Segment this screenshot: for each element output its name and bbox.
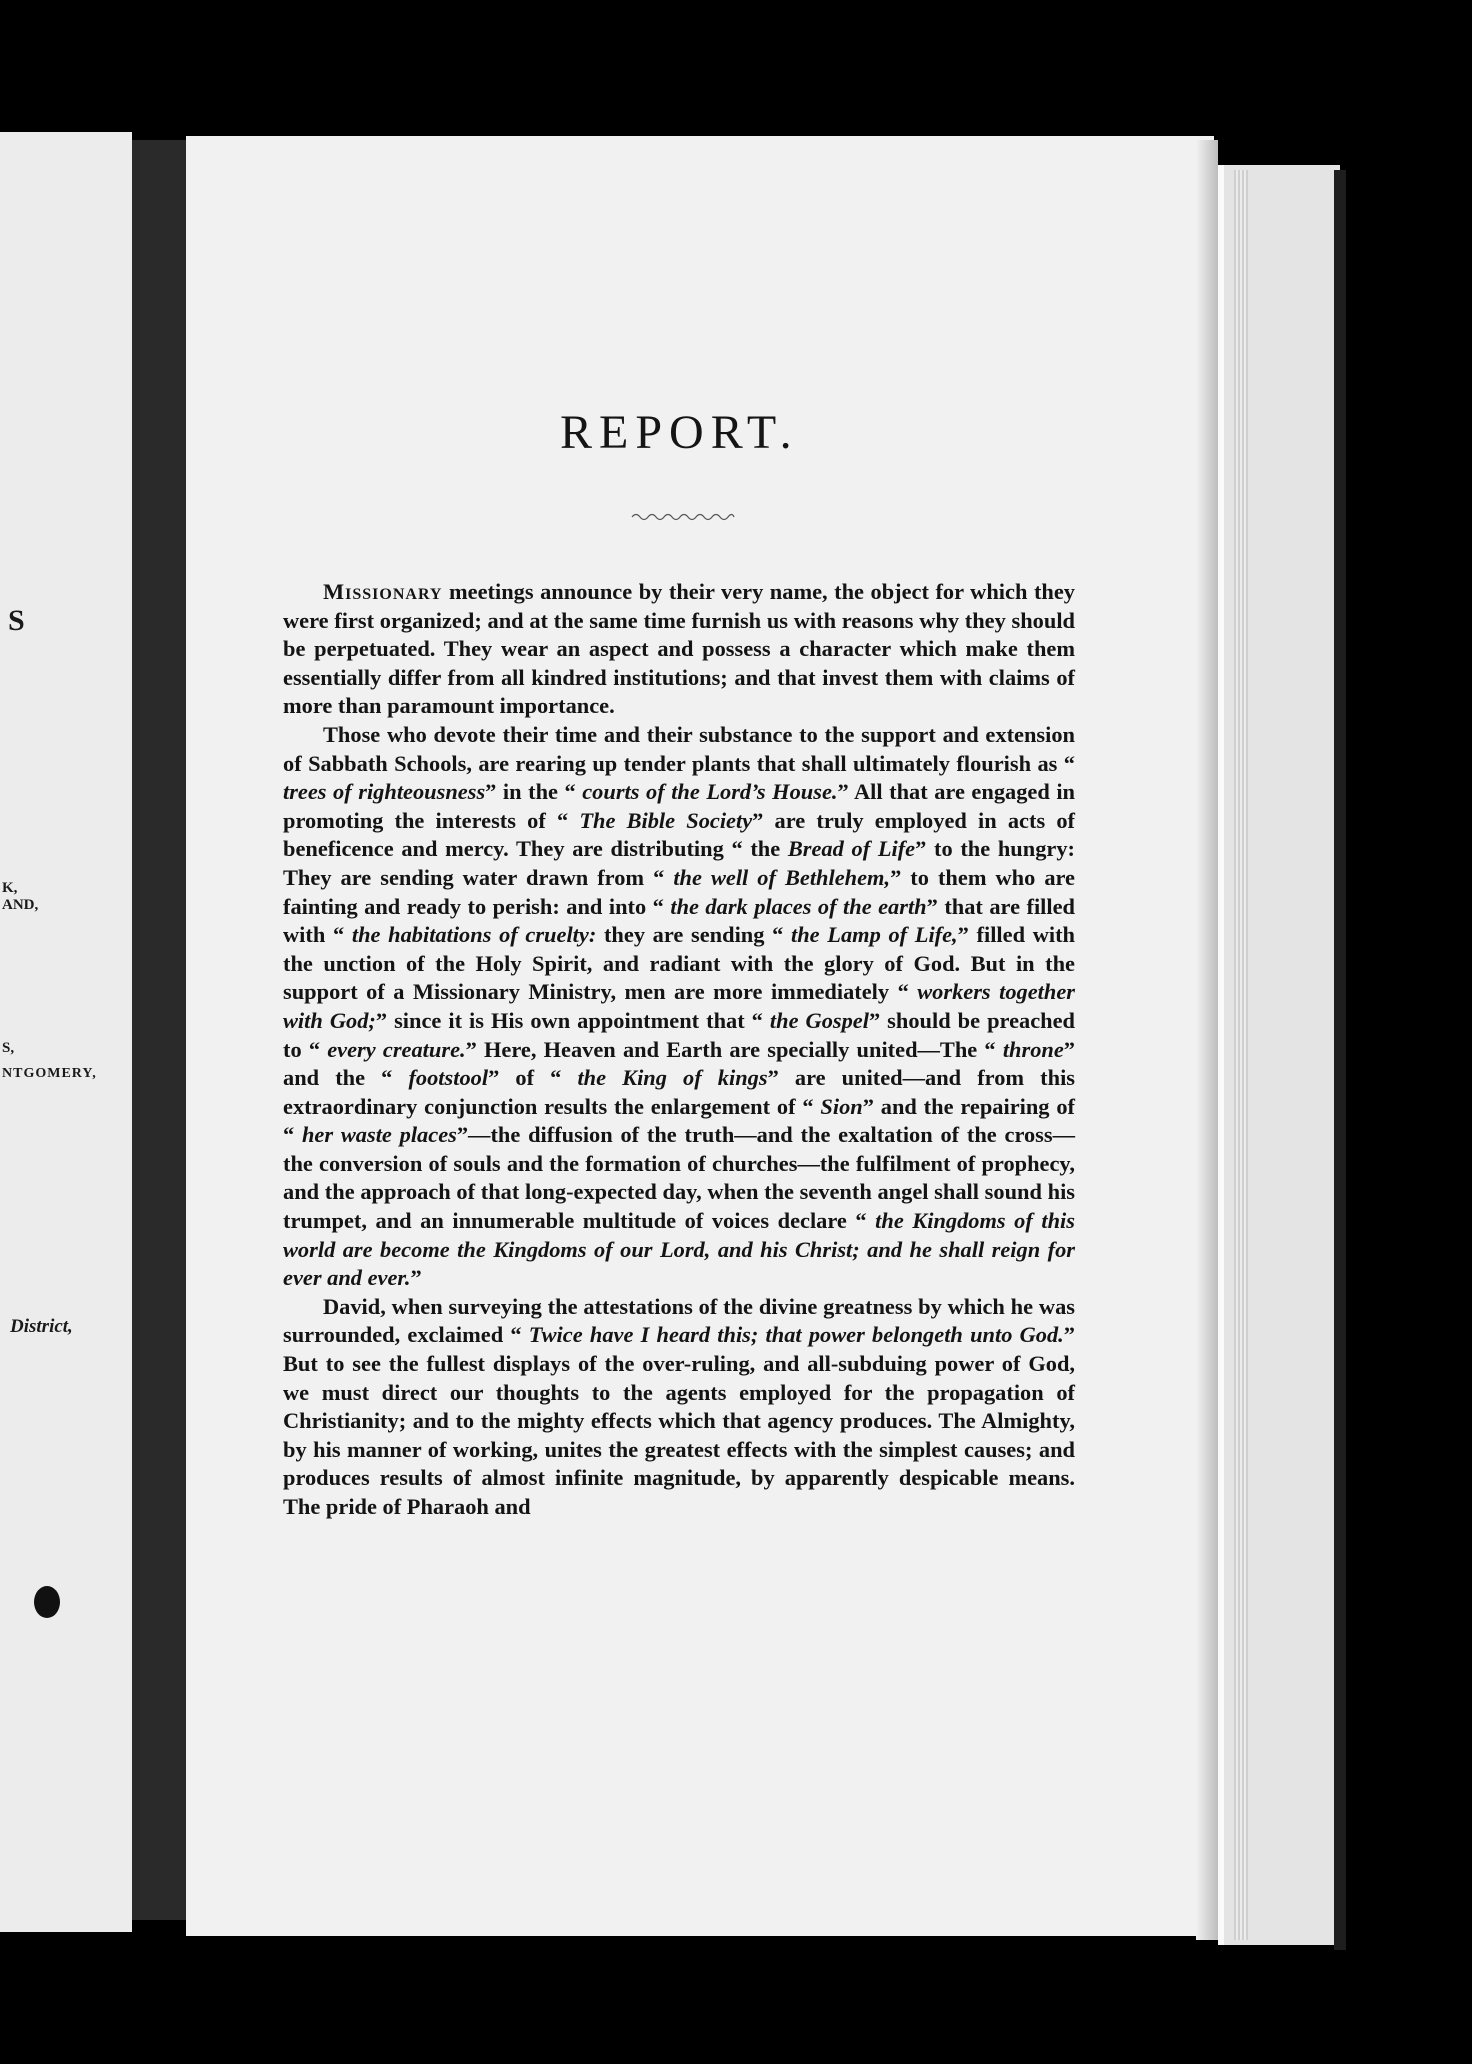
text-run: ” are united—and from this extraordinary conjunction results the enlargement of “ (283, 1065, 1076, 1119)
text-run: they are sending “ (596, 922, 791, 948)
text-run: ” and the “ (283, 1036, 1075, 1091)
text-run: ” of “ (488, 1065, 578, 1091)
text-run: ” to the hungry: They are sending water drawn from “ (283, 836, 1075, 890)
italic-phrase: the King of kings (577, 1065, 768, 1091)
paragraph (283, 578, 1075, 721)
text-run: ”—the diffusion of the truth—and the exaltation of the cross—the conversion of souls and the formation of churches—the fulfilment of prophecy, and the approach of that long-expected day, when the seventh angel shall sound his trumpet, and an innumerable multitude of voices declare “ (283, 1122, 1075, 1234)
italic-phrase: the Lamp of Life, (791, 922, 958, 948)
italic-phrase: workers together with God; (283, 979, 1075, 1033)
previous-page-fragment: K, (2, 880, 18, 896)
italic-phrase: Bread of Life (787, 836, 916, 862)
title-ornament (630, 510, 736, 524)
italic-phrase: the habitations of cruelty: (351, 922, 597, 948)
italic-phrase: every creature. (327, 1036, 466, 1062)
text-run: David, when surveying the attestations of the divine greatness by which he was surrounded, exclaimed “ (283, 1293, 1075, 1348)
body-text (283, 578, 1075, 1522)
book-gutter (132, 140, 186, 1920)
italic-phrase: Sion (820, 1093, 863, 1119)
text-run: ” and the repairing of “ (283, 1093, 1075, 1148)
text-run: ” filled with the unction of the Holy Spirit, and radiant with the glory of God. But in the support of a Missionary Ministry, men are more immediately “ (283, 922, 1076, 1005)
text-run: ” (410, 1265, 422, 1291)
text-run: ” since it is His own appointment that “ (375, 1007, 770, 1033)
previous-page-fragment: S (8, 604, 26, 637)
paragraph (283, 1293, 1075, 1522)
italic-phrase: throne (1002, 1036, 1064, 1062)
text-run: ” in the “ (485, 779, 583, 805)
ink-blot (34, 1586, 60, 1618)
page-edge-shadow (1196, 140, 1218, 1940)
italic-phrase: trees of righteousness (283, 779, 486, 805)
italic-phrase: the Gospel (769, 1007, 869, 1033)
previous-page-fragment: District, (10, 1316, 73, 1337)
text-run: meetings announce by their very name, the object for which they were first organized; and at the same time furnish us with reasons why they should be perpetuated. They wear an aspect and possess a character which make them essentially differ from all kindred institutions; and that invest them with claims of more than paramount importance. (283, 579, 1075, 719)
text-run: Missionary (323, 579, 443, 604)
previous-page-fragment: AND, (2, 897, 39, 913)
italic-phrase: the Kingdoms of this world are become the Kingdoms of our Lord, and his Christ; and he shall reign for ever and ever. (283, 1208, 1075, 1291)
text-run: ” are truly employed in acts of beneficence and mercy. They are distributing “ the (283, 807, 1075, 862)
book-cover-edge (1334, 170, 1346, 1950)
text-run: ” should be preached to “ (283, 1007, 1075, 1062)
paragraph (283, 721, 1075, 1293)
italic-phrase: the well of Bethlehem, (673, 864, 891, 890)
italic-phrase: The Bible Society (579, 807, 753, 833)
text-run: ” All that are engaged in promoting the interests of “ (283, 779, 1075, 833)
text-run: Those who devote their time and their substance to the support and extension of Sabbath Schools, are rearing up tender plants that shall ultimately flourish as “ (283, 721, 1075, 776)
italic-phrase: her waste places (301, 1122, 457, 1148)
italic-phrase: courts of the Lord’s House. (582, 779, 838, 805)
previous-page-fragment: NTGOMERY, (2, 1066, 97, 1081)
text-run: ” Here, Heaven and Earth are specially united—The “ (465, 1036, 1003, 1062)
italic-phrase: footstool (408, 1065, 489, 1091)
page-title: REPORT. (560, 406, 799, 459)
italic-phrase: the dark places of the earth (670, 893, 927, 919)
page-edges (1234, 170, 1248, 1940)
text-run: ” that are filled with “ (283, 893, 1076, 948)
text-run: ” But to see the fullest displays of the over-ruling, and all-subduing power of God, we must direct our thoughts to the agents employed for the propagation of Christianity; and to the mighty effects which that agency produces. The Almighty, by his manner of working, unites the greatest effects with the simplest causes; and produces results of almost infinite magnitude, by apparently despicable means. The pride of Pharaoh and (283, 1322, 1075, 1519)
previous-page (0, 132, 132, 1932)
italic-phrase: Twice have I heard this; that power belongeth unto God. (528, 1322, 1064, 1348)
text-run: ” to them who are fainting and ready to perish: and into “ (283, 864, 1075, 919)
previous-page-fragment: S, (2, 1040, 15, 1056)
